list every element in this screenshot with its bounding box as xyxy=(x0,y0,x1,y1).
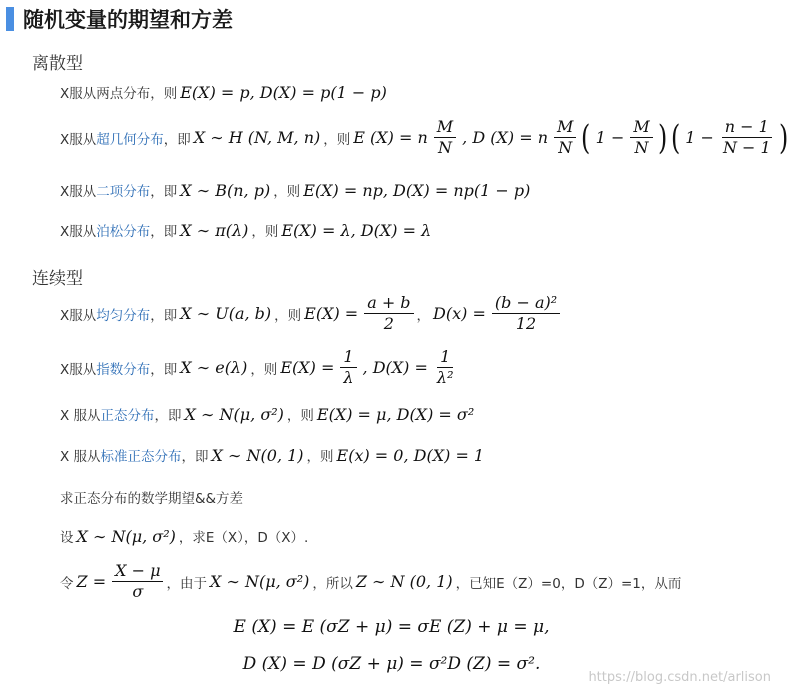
formula: , D(X) = xyxy=(362,358,428,378)
line-text: 设 xyxy=(60,530,74,546)
denominator: 12 xyxy=(515,314,537,334)
subheading-normal-derivation xyxy=(60,487,243,507)
line-standard-normal xyxy=(60,445,487,465)
fraction-m-over-n xyxy=(554,118,576,158)
formula: E (X) = n xyxy=(353,128,428,148)
line-text: ，则 xyxy=(306,449,334,465)
line-text: ，即 xyxy=(150,361,178,378)
line-setup xyxy=(60,526,308,546)
formula: Z = xyxy=(76,572,107,592)
formula: E(X) = λ, D(X) = λ xyxy=(281,220,432,240)
link-hypergeometric[interactable]: 超几何分布 xyxy=(96,131,164,148)
line-poisson xyxy=(60,220,434,240)
fraction-variance xyxy=(492,294,560,334)
numerator: M xyxy=(554,118,576,138)
right-paren: ) xyxy=(657,117,668,158)
line-text: ，则 xyxy=(250,361,278,378)
line-text: ，所以 xyxy=(312,575,353,592)
formula: E(X) = μ, D(X) = σ² xyxy=(316,404,475,424)
denominator: N xyxy=(634,138,649,158)
fraction-standardize xyxy=(112,562,163,602)
line-uniform xyxy=(60,294,563,334)
line-exponential xyxy=(60,348,459,388)
watermark: https://blog.csdn.net/arlison xyxy=(588,670,771,685)
link-normal[interactable]: 正态分布 xyxy=(100,408,155,424)
equation-variance: D (X) = D (σZ + μ) = σ²D (Z) = σ². xyxy=(242,654,541,674)
formula: X ∼ U(a, b) xyxy=(180,304,272,324)
numerator: M xyxy=(630,118,652,138)
formula: E(X) = np, D(X) = np(1 − p) xyxy=(303,180,531,200)
line-text: X服从两点分布，则 xyxy=(60,86,178,102)
denominator: N xyxy=(558,138,573,158)
denominator: σ xyxy=(132,582,144,602)
left-paren: ( xyxy=(670,117,681,158)
denominator: λ xyxy=(343,368,354,388)
formula: E(X) = xyxy=(280,358,335,378)
formula: X ∼ e(λ) xyxy=(180,358,248,378)
line-text: X服从 xyxy=(60,361,97,378)
numerator: n − 1 xyxy=(722,118,772,138)
numerator: (b − a)² xyxy=(492,294,560,314)
link-uniform[interactable]: 均匀分布 xyxy=(96,307,151,324)
line-text: ，则 xyxy=(273,184,301,200)
fraction-mean xyxy=(364,294,413,334)
line-text: ，即 xyxy=(181,449,209,465)
line-text: ，即 xyxy=(163,131,191,148)
section-heading-discrete: 离散型 xyxy=(32,54,83,74)
fraction-variance xyxy=(434,348,457,388)
page-title: 随机变量的期望和方差 xyxy=(23,8,233,32)
line-text: X 服从 xyxy=(60,449,101,465)
line-text: ，即 xyxy=(150,224,178,240)
line-text: ，即 xyxy=(154,408,182,424)
fraction-n1-over-n1 xyxy=(720,118,774,158)
formula: X ∼ B(n, p) xyxy=(180,180,271,200)
line-text: ，由于 xyxy=(166,575,207,592)
formula: E(X) = p, D(X) = p(1 − p) xyxy=(180,82,387,102)
link-binomial[interactable]: 二项分布 xyxy=(96,184,151,200)
formula: E(x) = 0, D(X) = 1 xyxy=(336,445,485,465)
section-heading-continuous: 连续型 xyxy=(32,269,83,289)
line-hypergeometric xyxy=(60,118,790,158)
formula: X ∼ π(λ) xyxy=(180,220,249,240)
denominator: N xyxy=(437,138,452,158)
formula: 1 − xyxy=(595,128,625,148)
line-text: ，即 xyxy=(150,184,178,200)
right-paren: ) xyxy=(778,117,788,158)
formula: X ∼ N(μ, σ²) xyxy=(76,526,176,546)
page-title-bar xyxy=(0,4,783,34)
line-text: X服从 xyxy=(60,307,97,324)
formula: , D (X) = n xyxy=(462,128,549,148)
denominator: λ² xyxy=(436,368,454,388)
line-text: ，求E（X），D（X）. xyxy=(178,530,309,546)
line-two-point xyxy=(60,82,390,102)
formula: E(X) = xyxy=(304,304,359,324)
numerator: M xyxy=(434,118,456,138)
denominator: 2 xyxy=(383,314,394,334)
left-paren: ( xyxy=(581,117,591,158)
formula: X ∼ H (N, M, n) xyxy=(193,128,321,148)
link-poisson[interactable]: 泊松分布 xyxy=(96,224,151,240)
line-text: X服从 xyxy=(60,184,97,200)
line-text: X服从 xyxy=(60,131,97,148)
line-text: 令 xyxy=(60,575,74,592)
line-normal xyxy=(60,404,477,424)
line-text: ，已知E（Z）=0，D（Z）=1，从而 xyxy=(455,575,682,592)
formula: X ∼ N(0, 1) xyxy=(211,445,304,465)
numerator: 1 xyxy=(340,348,356,368)
line-let xyxy=(60,562,681,602)
line-text: ， xyxy=(416,307,431,324)
formula: Z ∼ N (0, 1) xyxy=(355,572,453,592)
line-text: X 服从 xyxy=(60,408,101,424)
link-exponential[interactable]: 指数分布 xyxy=(96,361,151,378)
formula: 1 − xyxy=(685,128,714,148)
line-text: X服从 xyxy=(60,224,97,240)
fraction-m-over-n xyxy=(630,118,652,158)
line-text: ，则 xyxy=(251,224,279,240)
line-text: ，即 xyxy=(150,307,178,324)
equation-expectation: E (X) = E (σZ + μ) = σE (Z) + μ = μ, xyxy=(233,617,550,637)
fraction-m-over-n xyxy=(434,118,456,158)
subheading-text: 求正态分布的数学期望&&方差 xyxy=(60,491,244,507)
line-binomial xyxy=(60,180,533,200)
numerator: X − μ xyxy=(112,562,163,582)
fraction-mean xyxy=(340,348,356,388)
title-accent-bar xyxy=(6,7,14,31)
formula: D(x) = xyxy=(433,304,486,324)
denominator: N − 1 xyxy=(722,138,771,158)
link-standard-normal[interactable]: 标准正态分布 xyxy=(100,449,182,465)
numerator: a + b xyxy=(364,294,413,314)
line-text: ，则 xyxy=(286,408,314,424)
line-text: ，则 xyxy=(274,307,302,324)
formula: X ∼ N(μ, σ²) xyxy=(209,572,310,592)
line-text: ，则 xyxy=(323,131,351,148)
numerator: 1 xyxy=(437,348,453,368)
formula: X ∼ N(μ, σ²) xyxy=(184,404,284,424)
